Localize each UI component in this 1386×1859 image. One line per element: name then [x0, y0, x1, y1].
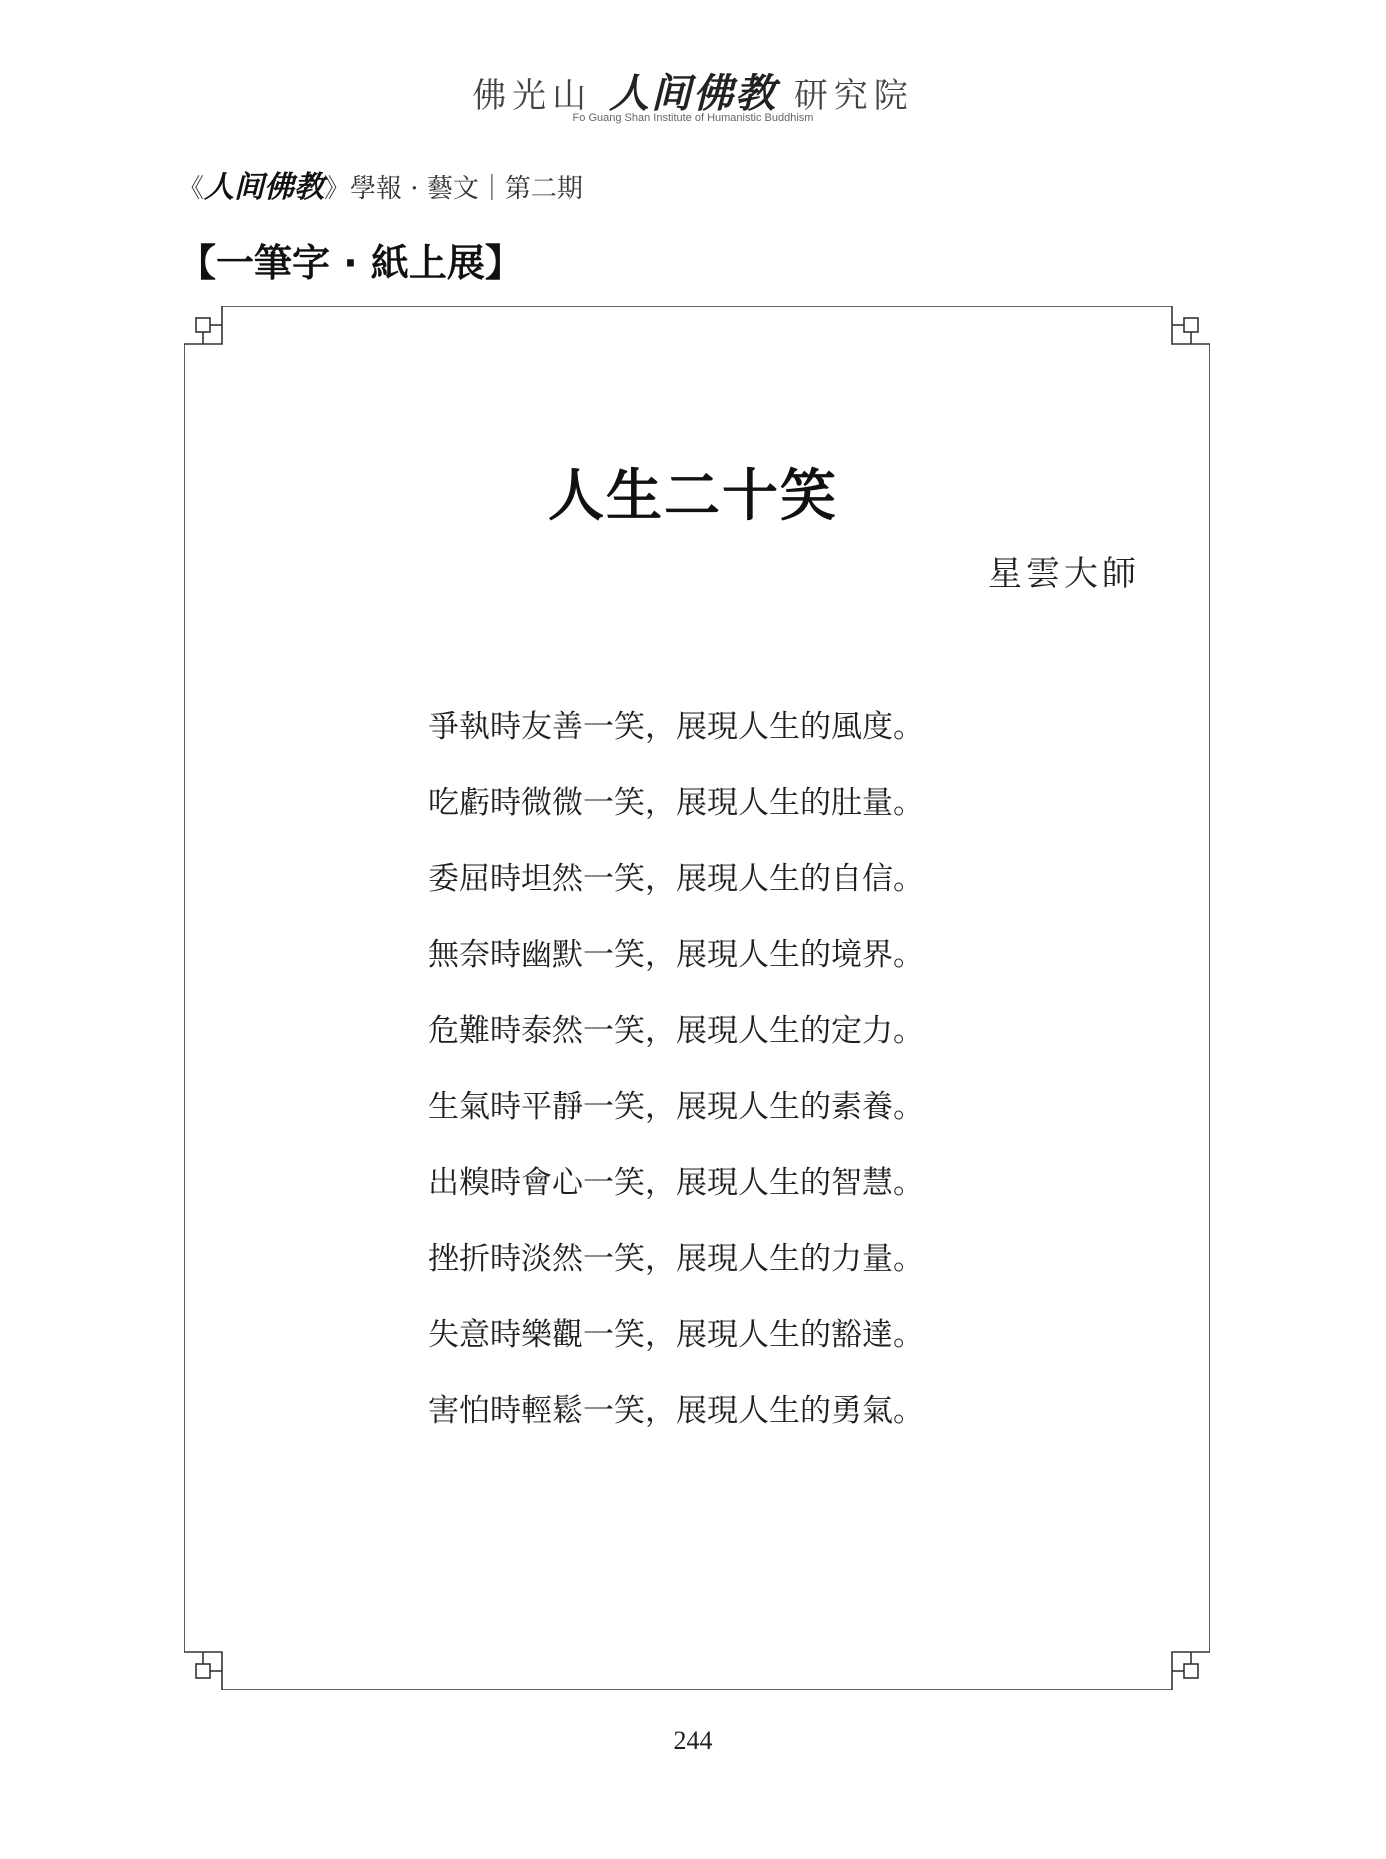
poem-author: 星雲大師 [988, 554, 1140, 594]
corner-square-bottom-left [196, 1664, 210, 1678]
verse-line: 無奈時幽默一笑，展現人生的境界。 [428, 937, 924, 973]
institute-brand [0, 62, 1386, 119]
journal-close-bracket: 》 [324, 174, 351, 204]
verse-line: 危難時泰然一笑，展現人生的定力。 [428, 1013, 924, 1049]
verse-line: 害怕時輕鬆一笑，展現人生的勇氣。 [428, 1393, 924, 1429]
poem-title: 人生二十笑 [548, 464, 838, 529]
journal-issue-text: 學報 · 藝文｜第二期 [350, 174, 583, 204]
verse-line: 爭執時友善一笑，展現人生的風度。 [428, 709, 924, 745]
page-number: 244 [673, 1726, 713, 1755]
verse-line: 失意時樂觀一笑，展現人生的豁達。 [428, 1317, 924, 1353]
institute-subtitle: Fo Guang Shan Institute of Humanistic Buddhism [572, 112, 814, 124]
verse-line: 吃虧時微微一笑，展現人生的肚量。 [428, 785, 924, 821]
brand-calligraphy-text: 人间佛教 [609, 70, 777, 117]
brand-left-text: 佛光山 [472, 76, 593, 116]
brand-right-text: 研究院 [793, 76, 914, 116]
corner-square-top-right [1184, 318, 1198, 332]
corner-square-top-left [196, 318, 210, 332]
journal-open-bracket: 《 [178, 174, 205, 204]
verse-line: 生氣時平靜一笑，展現人生的素養。 [428, 1089, 924, 1125]
verse-line: 委屈時坦然一笑，展現人生的自信。 [428, 861, 924, 897]
verse-line: 挫折時淡然一笑，展現人生的力量。 [428, 1241, 924, 1277]
verse-line: 出糗時會心一笑，展現人生的智慧。 [428, 1165, 924, 1201]
journal-running-head [178, 162, 583, 206]
journal-name: 人间佛教 [204, 170, 325, 205]
poem-verses [428, 700, 1028, 1460]
section-title: 【一筆字 · 紙上展】 [178, 241, 523, 285]
corner-square-bottom-right [1184, 1664, 1198, 1678]
